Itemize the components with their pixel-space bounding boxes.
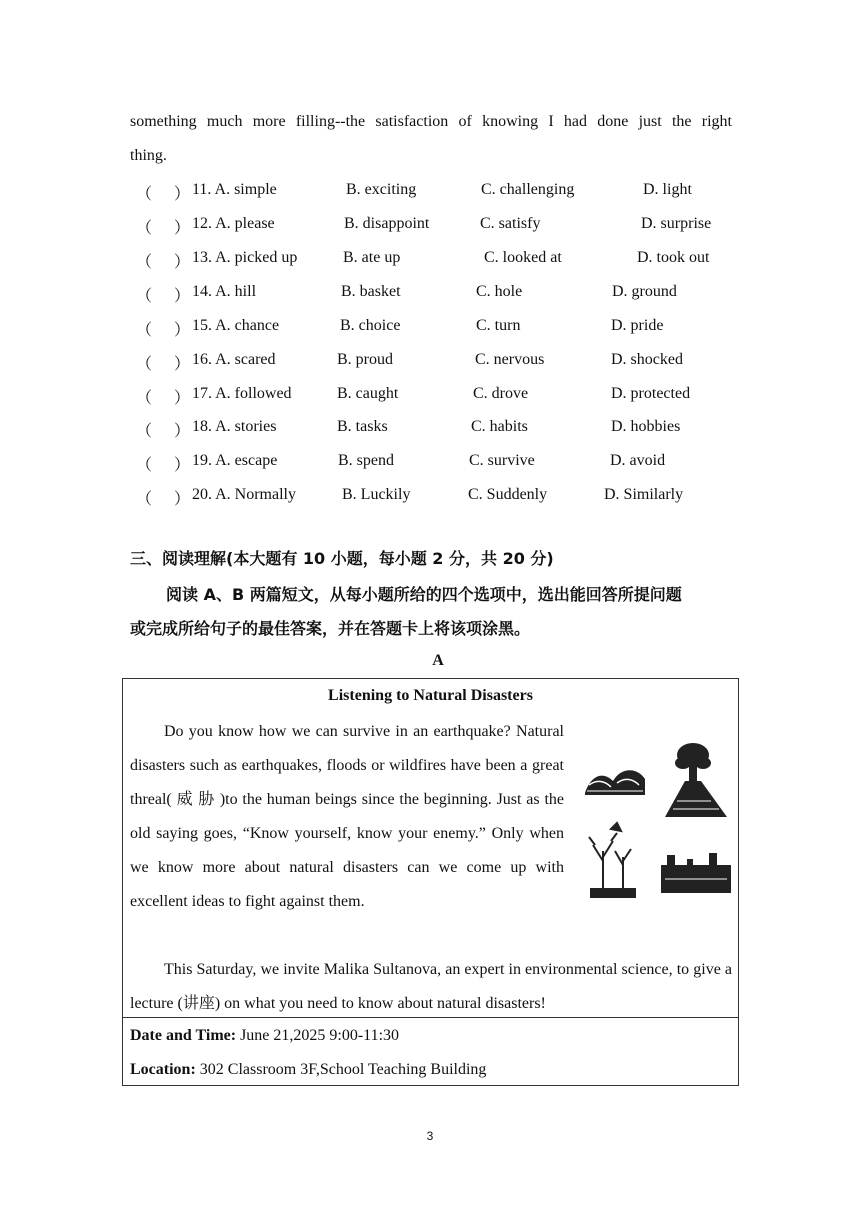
option-a: 15. A. chance [192,317,280,334]
option-d: D. avoid [610,452,666,469]
option-d: D. protected [611,385,691,402]
answer-bracket-right: ） [174,322,191,339]
question-row [136,452,736,476]
answer-bracket-left: （ [136,322,153,339]
answer-bracket-right: ） [174,356,191,373]
section-instruction-line2: 或完成所给句子的最佳答案，并在答题卡上将该项涂黑。 [130,619,531,638]
wildfire-icon [589,823,635,897]
option-d: D. took out [637,249,710,266]
option-b: B. choice [340,317,401,334]
option-c: C. drove [473,385,529,402]
date-time-label: Date and Time: [130,1027,237,1044]
option-b: B. ate up [343,249,401,266]
answer-bracket-left: （ [136,288,153,305]
section-heading: 三、阅读理解(本大题有 10 小题，每小题 2 分，共 20 分) [130,549,554,568]
date-time-line [130,1027,399,1045]
option-b: B. exciting [346,181,417,198]
location-value: 302 Classroom 3F,School Teaching Building [195,1061,487,1078]
option-b: B. caught [337,385,399,402]
answer-bracket-left: （ [136,254,153,271]
answer-bracket-left: （ [136,423,153,440]
natural-disasters-illustration [581,741,733,901]
page-number: 3 [426,1129,434,1143]
option-d: D. surprise [641,215,712,232]
question-row [136,215,736,239]
location-line [130,1061,486,1079]
passage-a-paragraph1 [130,715,564,919]
question-row [136,351,736,375]
answer-bracket-right: ） [174,491,191,508]
option-c: C. nervous [475,351,545,368]
location-label: Location: [130,1061,196,1078]
question-row [136,385,736,409]
answer-bracket-right: ） [174,288,191,305]
question-row [136,283,736,307]
option-a: 19. A. escape [192,452,278,469]
option-a: 17. A. followed [192,385,292,402]
paragraph-text: This Saturday, we invite Malika Sultanova, an expert in environmental science, to give a lecture (讲座) on what you need to know about natural disasters! [130,961,732,1012]
option-a: 14. A. hill [192,283,257,300]
option-d: D. ground [612,283,677,300]
section-instruction-line1: 阅读 A、B 两篇短文，从每小题所给的四个选项中，选出能回答所提问题 [166,585,682,604]
question-row [136,181,736,205]
answer-bracket-left: （ [136,491,153,508]
answer-bracket-right: ） [174,390,191,407]
question-row [136,418,736,442]
answer-bracket-left: （ [136,390,153,407]
answer-bracket-left: （ [136,457,153,474]
option-c: C. satisfy [480,215,541,232]
option-c: C. looked at [484,249,562,266]
option-a: 12. A. please [192,215,275,232]
option-c: C. survive [469,452,535,469]
date-time-value: June 21,2025 9:00-11:30 [236,1027,400,1044]
option-b: B. spend [338,452,394,469]
answer-bracket-right: ） [174,457,191,474]
option-a: 11. A. simple [192,181,277,198]
answer-bracket-left: （ [136,220,153,237]
option-a: 13. A. picked up [192,249,298,266]
option-b: B. Luckily [342,486,411,503]
passage-a-paragraph2 [130,953,732,1021]
passage-a-box [122,678,739,1086]
answer-bracket-right: ） [174,186,191,203]
answer-bracket-right: ） [174,220,191,237]
answer-bracket-left: （ [136,186,153,203]
option-d: D. hobbies [611,418,681,435]
option-d: D. Similarly [604,486,684,503]
question-row [136,486,736,510]
question-row [136,317,736,341]
option-b: B. disappoint [344,215,430,232]
option-a: 20. A. Normally [192,486,296,503]
option-b: B. tasks [337,418,388,435]
flood-icon [585,770,645,795]
passage-continuation-line1: something much more filling--the satisfaction of knowing I had done just the right [130,113,732,130]
option-d: D. shocked [611,351,683,368]
answer-bracket-right: ） [174,423,191,440]
option-b: B. proud [337,351,393,368]
question-row [136,249,736,273]
paragraph-text: Do you know how we can survive in an earthquake? Natural disasters such as earthquakes, floods or wildfires have been a great threal( 威 胁 )to the human beings since the beginning. Just as the old saying goes, “Know yourself, know your enemy.” Only when we know more about natural disasters can we come up with excellent ideas to fight against them. [130,723,564,910]
option-a: 16. A. scared [192,351,276,368]
answer-bracket-left: （ [136,356,153,373]
option-c: C. challenging [481,181,575,198]
option-c: C. habits [471,418,528,435]
passage-continuation-line2: thing. [130,147,167,164]
option-b: B. basket [341,283,401,300]
option-a: 18. A. stories [192,418,277,435]
passage-letter: A [432,652,444,669]
answer-bracket-right: ） [174,254,191,271]
option-c: C. hole [476,283,523,300]
passage-a-title: Listening to Natural Disasters [328,687,533,704]
volcano-icon [665,743,727,817]
box-divider [123,1017,738,1018]
earthquake-icon [661,853,731,893]
option-c: C. Suddenly [468,486,548,503]
option-d: D. pride [611,317,664,334]
option-c: C. turn [476,317,521,334]
option-d: D. light [643,181,692,198]
